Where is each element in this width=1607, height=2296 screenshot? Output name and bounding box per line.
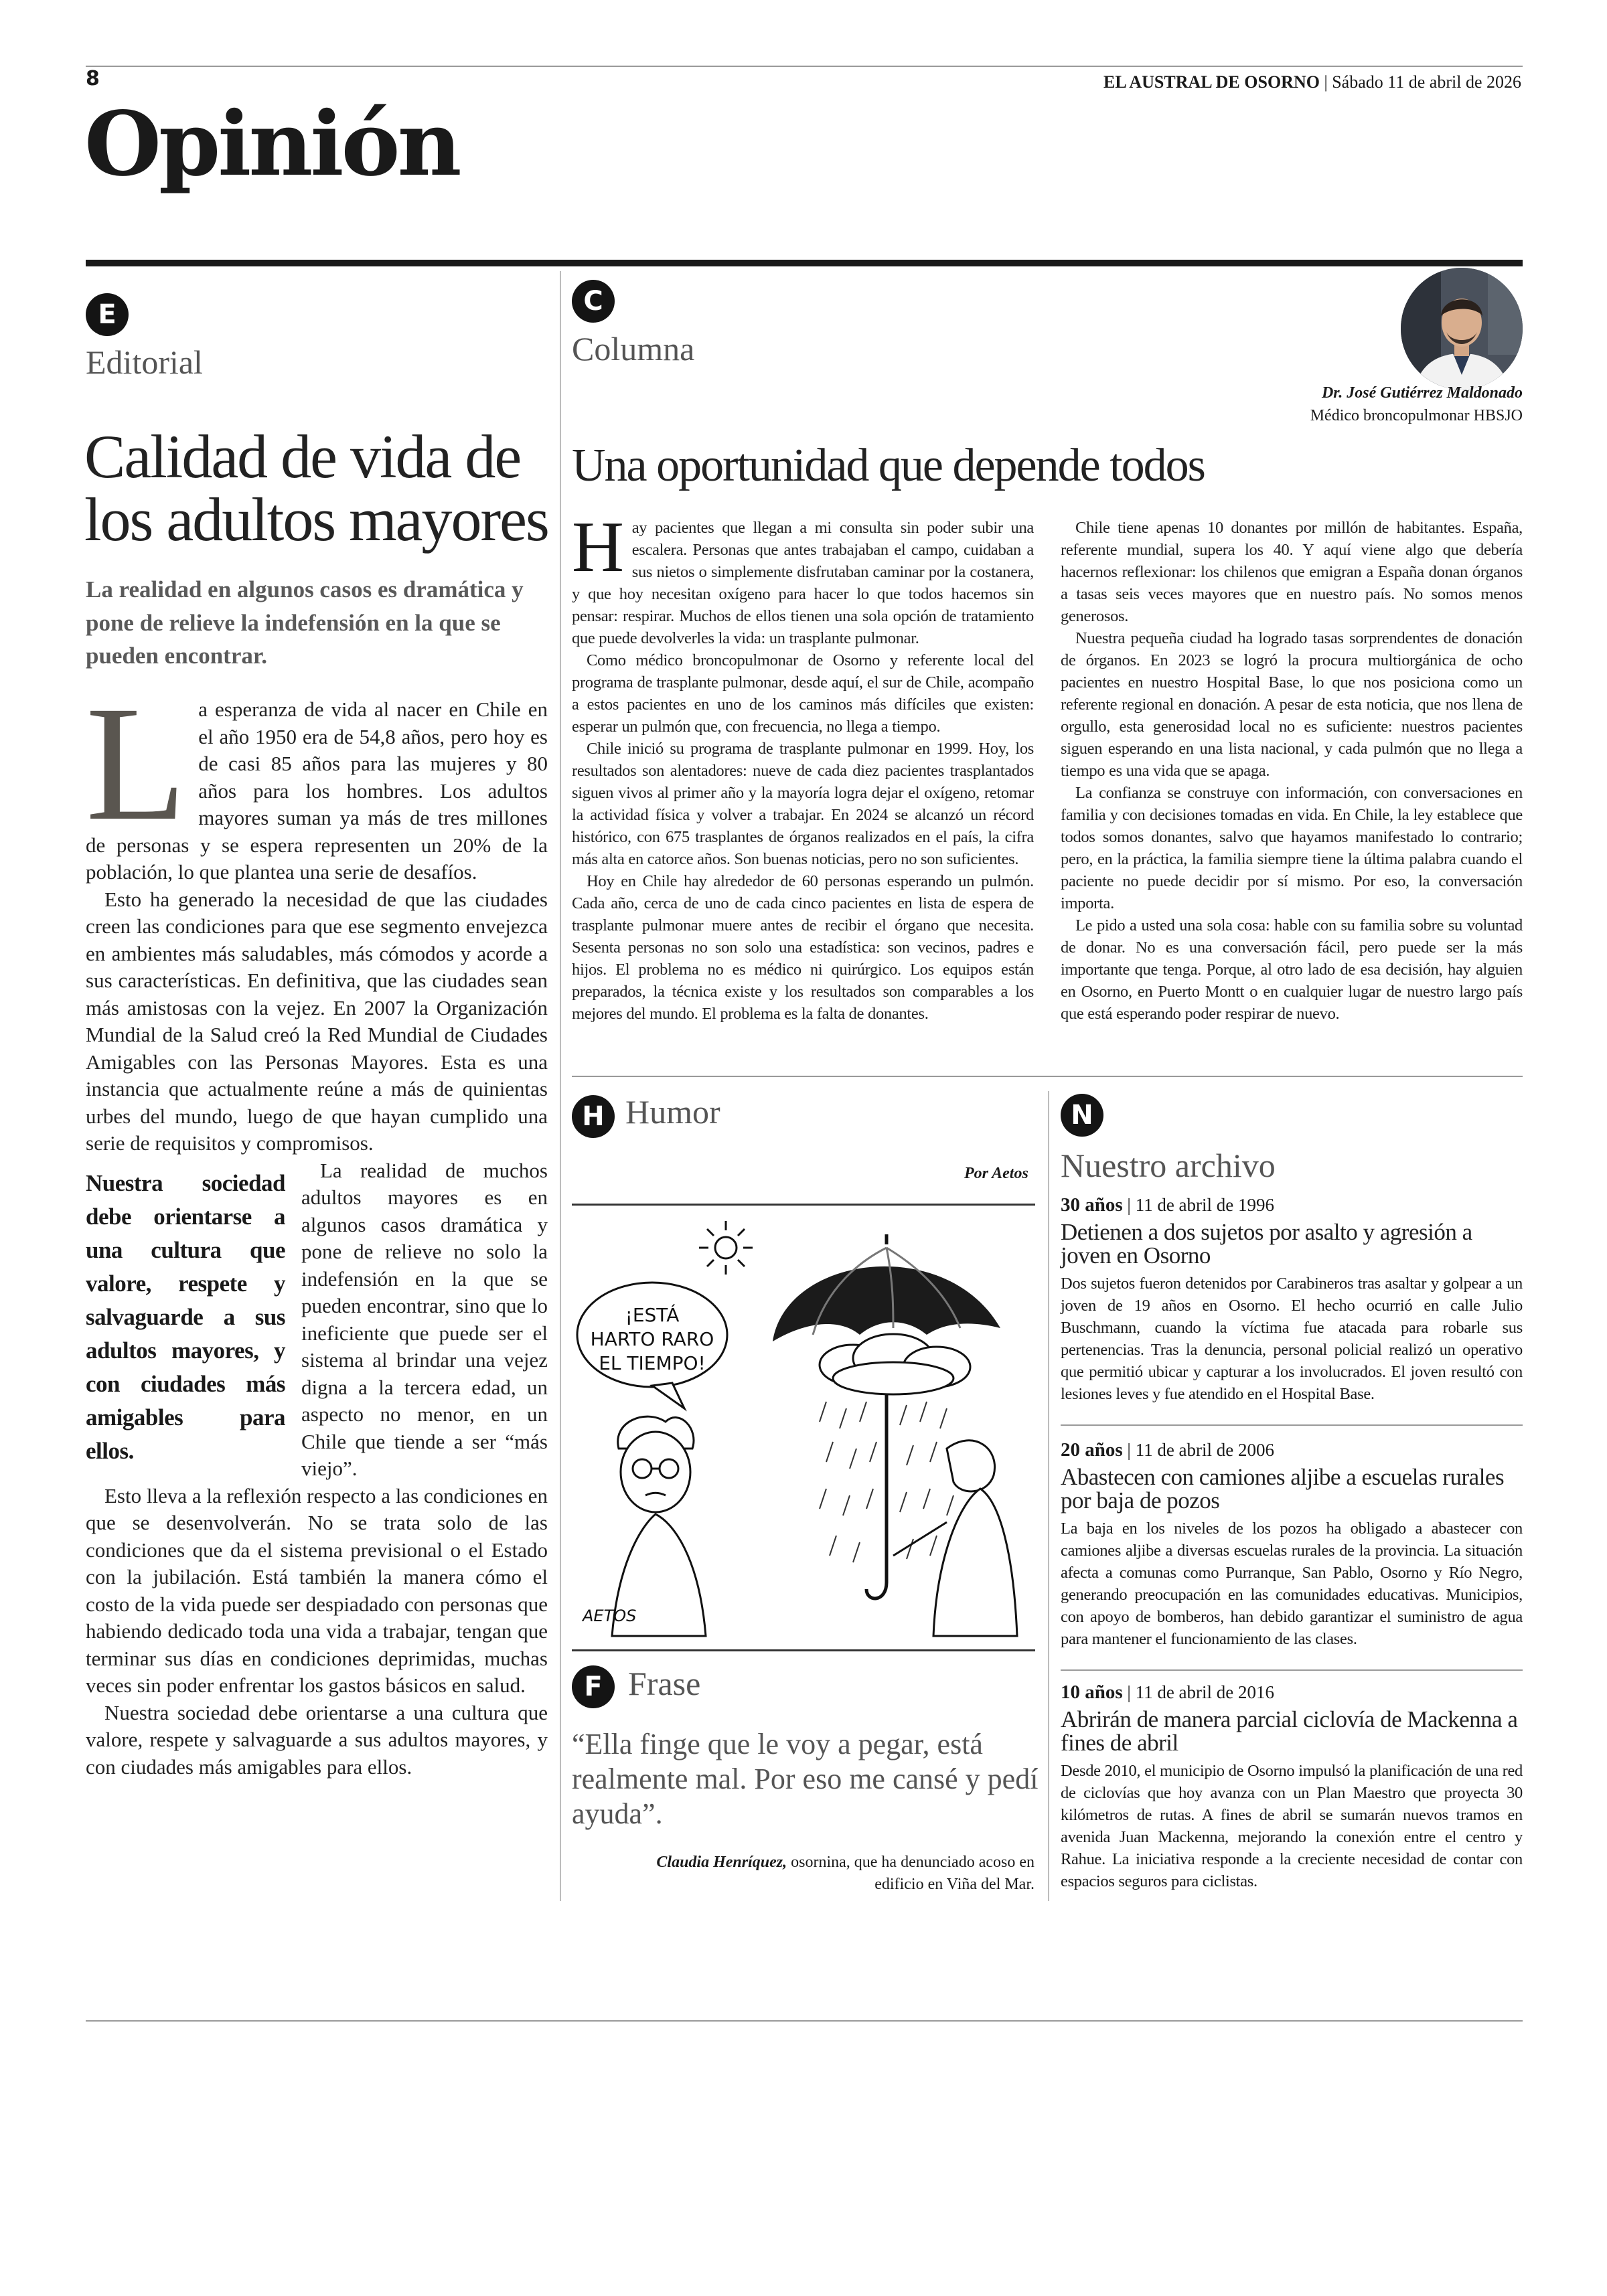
archive-text: La baja en los niveles de los pozos ha obligado a abastecer con camiones aljibe a diversas escuelas rurales de la provincia. La situación afecta a comunas como Purranque, San Pablo, Osorno y Río Negro, generando preocupación en las comunidades educativas. Municipios, con apoyo de bomberos, han debido garantizar el suministro de agua para mantener el funcionamiento de las clases. (1061, 1520, 1523, 1648)
rain-icon (820, 1402, 960, 1562)
cartoon-bottom-rule (572, 1649, 1035, 1651)
page-number: 8 (86, 67, 100, 90)
sun-icon (699, 1221, 753, 1275)
column-paragraph: Nuestra pequeña ciudad ha logrado tasas sorprendentes de donación de órganos. En 2023 se logró la procura multiorgánica de ocho pacientes en nuestro Hospital Base, lo que nos posiciona como un referente regional en donación. A pesar de esta noticia, que nos llena de orgullo, esta generosidad local no es suficiente: nuestros pacientes siguen esperando en una lista nacional, y cada pulmón que no llega a tiempo es una vida que se apaga. (1061, 629, 1523, 780)
frase-author: Claudia Henríquez, (656, 1854, 787, 1871)
editorial-paragraph: a esperanza de vida al nacer en Chile en el año 1950 era de 54,8 años, pero hoy es de casi 85 años para las mujeres y 80 años para los hombres. Los adultos mayores suman ya más de tres millones de personas y se espera representen un 20% de la población, lo que plantea una serie de desafíos. (86, 698, 548, 884)
editorial-headline: Calidad de vida de los adultos mayores (84, 422, 548, 554)
column-body-right (1061, 517, 1523, 1025)
column-paragraph: Como médico broncopulmonar de Osorno y referente local del programa de trasplante pulmonar, desde aquí, el sur de Chile, acompaño a estos pacientes en uno de los caminos más difíciles que existen: esperar un pulmón que, con frecuencia, no llega a tiempo. (572, 651, 1034, 736)
archive-badge: N (1061, 1094, 1103, 1137)
column-bottom-rule (572, 1076, 1523, 1077)
column-divider (560, 271, 561, 1901)
column-paragraph: Hoy en Chile hay alrededor de 60 personas esperando un pulmón. Cada año, cerca de uno de cada cinco pacientes en lista de espera de trasplante pulmonar muere antes de recibir el órgano que necesita. Sesenta personas no son solo una estadística: son vecinos, padres e hijos. El problema no es médico ni quirúrgico. Los equipos están preparados, la técnica existe y los resultados son comparables a los mejores del mundo. El problema es la falta de donantes. (572, 872, 1034, 1023)
archive-date: 11 de abril de 2016 (1135, 1682, 1275, 1702)
archive-date: 11 de abril de 1996 (1135, 1195, 1275, 1215)
archive-divider (1061, 1424, 1523, 1426)
editorial-body (86, 673, 548, 1781)
editorial-deck: La realidad en algunos casos es dramática y pone de relieve la indefensión en la que se pueden encontrar. (86, 576, 524, 669)
cartoon-top-rule (572, 1204, 1035, 1206)
issue-date: Sábado 11 de abril de 2026 (1332, 72, 1521, 92)
bubble-text-line2: HARTO RARO (590, 1328, 714, 1350)
archive-item-head: 20 años | 11 de abril de 2006 (1061, 1439, 1275, 1461)
column-paragraph: La confianza se construye con información, con conversaciones en familia y con decisiones tomadas en vida. En Chile, la ley establece que todos somos donantes, salvo que hayamos manifestado lo contrario; pero, en la práctica, la familia siempre tiene la última palabra cuando el paciente no puede decidir por sí mismo. Por eso, la conversación importa. (1061, 784, 1523, 912)
editorial-paragraph: Esto lleva a la reflexión respecto a las condiciones en que se desenvolverán. No se trata solo de las condiciones que da el sistema previsional o el Estado con la jubilación. Está también la manera cómo el costo de la vida puede ser despiadado con personas que habiendo dedicado toda una vida a trabajar, tengan que terminar sus días en condiciones deprimidas, muchas veces sin poder enfrentar los gastos básicos en salud. (86, 1483, 548, 1697)
top-rule (86, 66, 1523, 67)
column-divider (1048, 1091, 1049, 1901)
column-headline: Una oportunidad que depende todos (572, 440, 1205, 491)
editorial-paragraph: Esto ha generado la necesidad de que las ciudades creen las condiciones para que ese segmento envejezca en ambientes más saludables, más cómodos y acorde a sus características. En definitiva, que las ciudades sean más amistosas con la vejez. En 2007 la Organización Mundial de la Salud creó la Red Mundial de Ciudades Amigables con las Personas Mayores. Esta es una instancia que actualmente reúne a más de quinientas urbes del mundo, luego de que hayan cumplido una serie de requisitos y compromisos. (86, 887, 548, 1155)
editorial-kicker: Editorial (86, 343, 203, 381)
archive-item-head: 10 años | 11 de abril de 2016 (1061, 1682, 1275, 1703)
frase-kicker: Frase (628, 1665, 701, 1702)
editorial-paragraph: Nuestra sociedad debe orientarse a una cultura que valore, respete y salvaguarde a sus adultos mayores, y con ciudades más amigables para ellos. (86, 1700, 548, 1779)
bottom-rule (86, 2020, 1523, 2022)
archive-item-head: 30 años | 11 de abril de 1996 (1061, 1194, 1275, 1216)
author-portrait-icon (1401, 268, 1523, 390)
archive-title: Abrirán de manera parcial ciclovía de Mackenna a fines de abril (1061, 1706, 1518, 1756)
section-rule (86, 260, 1523, 266)
column-paragraph: Chile inició su programa de trasplante pulmonar en 1999. Hoy, los resultados son alentadores: nueve de cada diez pacientes trasplantados siguen vivos al primer año y la mayoría logra dejar el oxígeno, retomar la actividad física y volver a trabajar. En 2024 se alcanzó un récord histórico, con 675 trasplantes de órganos realizados en el país, la cifra más alta en catorce años. Son buenas noticias, pero no son suficientes. (572, 740, 1034, 868)
frase-badge: F (572, 1665, 615, 1708)
editorial-badge: E (86, 293, 129, 336)
archive-years: 20 años (1061, 1439, 1123, 1461)
archive-divider (1061, 1669, 1523, 1671)
frase-attribution (606, 1852, 1035, 1896)
author-role: Médico broncopulmonar HBSJO (1310, 407, 1523, 424)
editorial-paragraph: La realidad de muchos adultos mayores es en algunos casos dramática y pone de relieve no solo la indefensión en la que se pueden encontrar, sino que lo ineficiente que puede ser el sistema al brindar una vejez digna a la tercera edad, un aspecto no menor, en un Chile que tiende a ser “más viejo”. (301, 1158, 548, 1480)
column-paragraph: Chile tiene apenas 10 donantes por millón de habitantes. España, referente mundial, supera los 40. Y aquí viene algo que debería hacernos reflexionar: los chilenos que emigran a España donan órganos a tasas seis veces mayores que en nuestro país. No somos menos generosos. (1061, 519, 1523, 625)
archive-years: 30 años (1061, 1194, 1123, 1216)
bubble-text-line3: EL TIEMPO! (599, 1352, 706, 1374)
archive-text: Desde 2010, el municipio de Osorno impulsó la planificación de una red de ciclovías que hoy avanza con un Plan Maestro que proyecta 30 kilómetros de rutas. A fines de abril se sumarán nuevos tramos en avenida Juan Mackenna, mejorando la conexión entre el centro y Rahue. La iniciativa responde a la creciente necesidad de contar con espacios seguros para ciclistas. (1061, 1762, 1523, 1890)
archive-item (1061, 1439, 1523, 1650)
column-dropcap: H (572, 507, 624, 587)
column-badge: C (572, 280, 615, 323)
archive-date: 11 de abril de 2006 (1135, 1440, 1275, 1460)
archive-item (1061, 1194, 1523, 1405)
editorial-pullquote: Nuestra sociedad debe orientarse a una cultura que valore, respete y salvaguarde a sus adultos mayores, y con ciudades más amigables para ellos. (86, 1169, 285, 1464)
column-body-left (572, 507, 1034, 1025)
newspaper-name: EL AUSTRAL DE OSORNO (1103, 72, 1320, 92)
masthead: EL AUSTRAL DE OSORNO | Sábado 11 de abril de 2026 (1103, 72, 1521, 92)
cartoon-illustration (572, 1208, 1035, 1649)
frase-quote: “Ella finge que le voy a pegar, está realmente mal. Por eso me cansé y pedí ayuda”. (572, 1728, 1039, 1830)
cloud-icon (820, 1334, 970, 1394)
column-paragraph: Le pido a usted una sola cosa: hable con su familia sobre su voluntad de donar. No es una conversación fácil, pero puede ser la más importante que tenga. Porque, al otro lado de esa decisión, hay alguien en Osorno, en Puerto Montt o en cualquier lugar de nuestro largo país que está esperando poder respirar de nuevo. (1061, 916, 1523, 1023)
author-name: Dr. José Gutiérrez Maldonado (1321, 384, 1523, 402)
column-kicker: Columna (572, 330, 695, 367)
frase-author-desc: osornina, que ha denunciado acoso en edificio en Viña del Mar. (791, 1854, 1035, 1893)
section-title: Opinión (84, 92, 459, 196)
archive-title: Abastecen con camiones aljibe a escuelas rurales por baja de pozos (1061, 1464, 1505, 1513)
cartoon-byline: Por Aetos (964, 1165, 1028, 1182)
archive-item (1061, 1682, 1523, 1892)
humor-badge: H (572, 1095, 615, 1138)
archive-title: Detienen a dos sujetos por asalto y agresión a joven en Osorno (1061, 1219, 1472, 1268)
editorial-dropcap: L (86, 673, 187, 855)
archive-text: Dos sujetos fueron detenidos por Carabineros tras asaltar y golpear a un joven de 19 años en Osorno. El hecho ocurrió en calle Julio Buschmann, cuando la víctima fue atacada para robarle sus pertenencias. Tras la denuncia, personal policial realizó un operativo que permitió ubicar y capturar a los involucrados. El joven resultó con lesiones leves y fue atendido en el Hospital Base. (1061, 1275, 1523, 1403)
observer-figure (612, 1416, 706, 1636)
bubble-text-line1: ¡ESTÁ (625, 1304, 680, 1326)
archive-kicker: Nuestro archivo (1061, 1147, 1276, 1184)
cartoon-signature: AETOS (583, 1607, 637, 1625)
archive-years: 10 años (1061, 1682, 1123, 1703)
humor-kicker: Humor (625, 1093, 720, 1131)
umbrella-holder-figure (893, 1441, 1017, 1636)
column-paragraph: ay pacientes que llegan a mi consulta sin poder subir una escalera. Personas que antes trabajaban el campo, cuidaban a sus nietos o simplemente disfrutaban caminar por la costanera, y que hoy necesitan oxígeno para hacer lo que todos hacemos sin pensar: respirar. Muchos de ellos tienen una sola opción de tratamiento que puede devolverles la vida: un trasplante pulmonar. (572, 519, 1034, 647)
author-photo (1401, 268, 1523, 390)
